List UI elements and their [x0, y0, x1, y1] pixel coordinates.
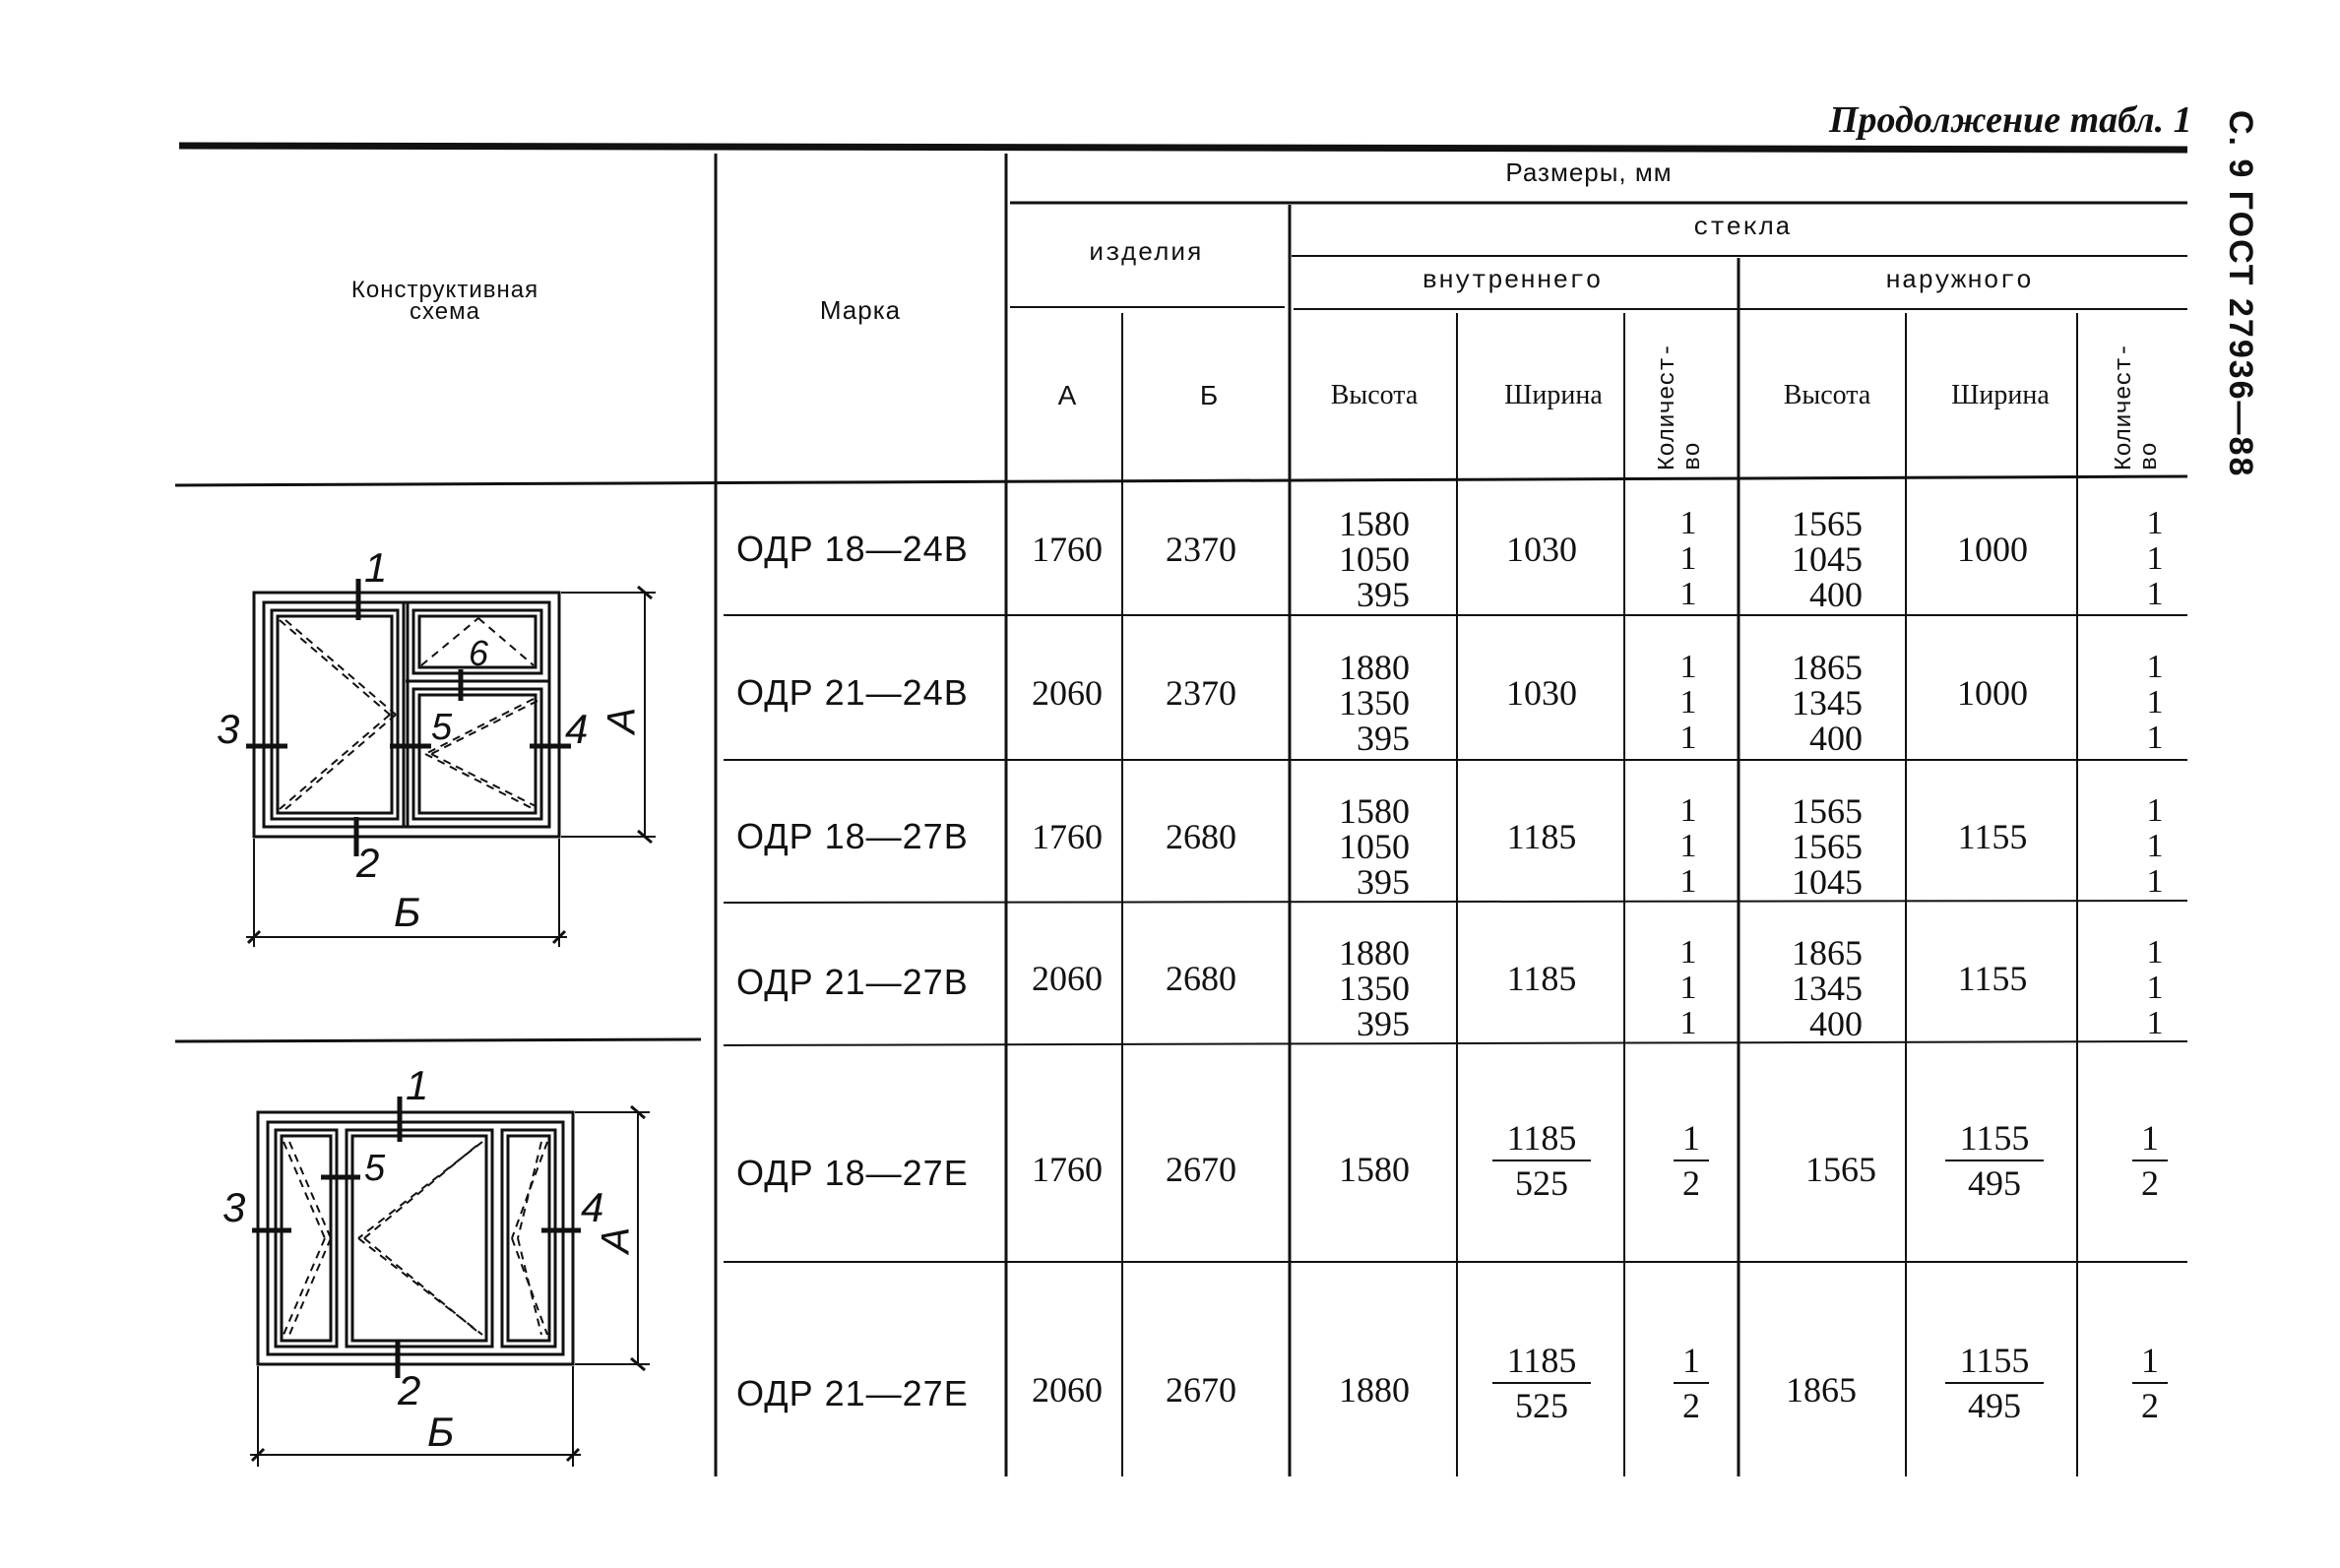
header-brand: Марка — [819, 295, 902, 325]
row5-inner-height: 1580 — [1339, 1150, 1410, 1189]
scheme2-dim-a: А — [594, 1226, 638, 1254]
scheme1-label-2: 2 — [356, 840, 380, 886]
row4-outer-count: 1 1 1 — [2146, 934, 2164, 1041]
row3-brand: ОДР 18—27В — [736, 816, 969, 856]
row5-outer-width-bot: 495 — [1968, 1163, 2021, 1203]
row5-inner-width — [1492, 1118, 1591, 1203]
scheme1-label-3: 3 — [217, 706, 240, 752]
row6-outer-width-bot: 495 — [1968, 1386, 2021, 1425]
header-a: А — [1057, 380, 1077, 410]
row6-brand: ОДР 21—27Е — [736, 1373, 969, 1413]
row6-inner-width-bot: 525 — [1515, 1386, 1568, 1425]
row6-outer-height: 1865 — [1786, 1370, 1857, 1410]
row1-outer-height: 1565 1045 400 — [1792, 504, 1863, 614]
row5-outer-width — [1945, 1118, 2044, 1203]
row4-inner-height: 1880 1350 395 — [1339, 933, 1410, 1043]
row4-outer-width: 1155 — [1957, 959, 2028, 998]
scheme1-label-1: 1 — [364, 544, 388, 591]
row1-inner-width: 1030 — [1506, 530, 1577, 569]
row4-inner-count: 1 1 1 — [1679, 934, 1697, 1041]
row4-inner-width: 1185 — [1506, 959, 1577, 998]
row2-inner-width: 1030 — [1506, 673, 1577, 713]
header-sizes: Размеры, мм — [1505, 157, 1673, 187]
continuation-note: Продолжение табл. 1 — [1829, 99, 2192, 141]
row5-inner-count — [1674, 1118, 1709, 1203]
header-outer-width: Ширина — [1951, 380, 2050, 410]
row5-outer-count-top: 1 — [2132, 1118, 2168, 1161]
scheme2-dim-b: Б — [427, 1409, 455, 1455]
row2-brand: ОДР 21—24В — [736, 672, 969, 713]
row6-a: 2060 — [1032, 1370, 1103, 1410]
row1-b: 2370 — [1166, 530, 1236, 569]
row3-a: 1760 — [1032, 817, 1103, 856]
scheme2-label-3: 3 — [222, 1184, 246, 1230]
row4-brand: ОДР 21—27В — [736, 962, 969, 1002]
header-inner-width: Ширина — [1504, 380, 1603, 410]
side-header: С. 9 ГОСТ 27936—88 — [2222, 110, 2259, 478]
row6-outer-count-top: 1 — [2132, 1341, 2168, 1384]
header-outer-count: Количест- во — [2112, 343, 2164, 470]
row5-outer-height: 1565 — [1805, 1150, 1876, 1189]
row3-b: 2680 — [1166, 817, 1236, 856]
row5-inner-count-bot: 2 — [1682, 1163, 1700, 1203]
scheme1-label-5: 5 — [431, 707, 453, 748]
row1-a: 1760 — [1032, 530, 1103, 569]
scheme2-label-4: 4 — [581, 1184, 604, 1230]
row3-inner-height: 1580 1050 395 — [1339, 791, 1410, 902]
row5-outer-count-bot: 2 — [2141, 1163, 2159, 1203]
row3-outer-height: 1565 1565 1045 — [1792, 791, 1863, 902]
row4-outer-height: 1865 1345 400 — [1792, 933, 1863, 1043]
row3-outer-width: 1155 — [1957, 817, 2028, 856]
scheme2-label-2: 2 — [398, 1367, 421, 1413]
row6-inner-height: 1880 — [1339, 1370, 1410, 1410]
row6-outer-count-bot: 2 — [2141, 1386, 2159, 1425]
row2-outer-width: 1000 — [1957, 673, 2028, 713]
row3-outer-count: 1 1 1 — [2146, 792, 2164, 900]
scheme1-label-4: 4 — [565, 706, 589, 752]
row2-a: 2060 — [1032, 673, 1103, 713]
header-inner: внутреннего — [1422, 266, 1603, 295]
row5-inner-count-top: 1 — [1674, 1118, 1709, 1161]
header-inner-height: Высота — [1330, 380, 1419, 410]
row6-inner-width-top: 1185 — [1492, 1341, 1591, 1384]
row1-outer-count: 1 1 1 — [2146, 505, 2164, 612]
row5-outer-width-top: 1155 — [1945, 1118, 2044, 1161]
row6-outer-count — [2132, 1341, 2168, 1425]
row5-inner-width-top: 1185 — [1492, 1118, 1591, 1161]
row5-a: 1760 — [1032, 1150, 1103, 1189]
row6-outer-width-top: 1155 — [1945, 1341, 2044, 1384]
scheme1-dim-b: Б — [394, 889, 421, 935]
scheme2-label-1: 1 — [406, 1062, 429, 1108]
row5-b: 2670 — [1166, 1150, 1236, 1189]
row6-outer-width — [1945, 1341, 2044, 1425]
row2-outer-height: 1865 1345 400 — [1792, 648, 1863, 758]
row2-b: 2370 — [1166, 673, 1236, 713]
header-product: изделия — [1088, 238, 1204, 268]
row6-b: 2670 — [1166, 1370, 1236, 1410]
row6-inner-count-top: 1 — [1674, 1341, 1709, 1384]
row3-inner-count: 1 1 1 — [1679, 792, 1697, 900]
row2-inner-count: 1 1 1 — [1679, 649, 1697, 756]
row6-inner-width — [1492, 1341, 1591, 1425]
header-outer: наружного — [1885, 266, 2033, 295]
scheme1-dim-a: А — [600, 707, 644, 734]
row1-inner-height: 1580 1050 395 — [1339, 504, 1410, 614]
row5-inner-width-bot: 525 — [1515, 1163, 1568, 1203]
row1-brand: ОДР 18—24В — [736, 529, 969, 569]
header-scheme: Конструктивная схема — [350, 277, 539, 325]
row6-inner-count — [1674, 1341, 1709, 1425]
scheme2-label-5: 5 — [364, 1148, 386, 1189]
header-outer-height: Высота — [1783, 380, 1871, 410]
row3-inner-width: 1185 — [1506, 817, 1577, 856]
row4-b: 2680 — [1166, 959, 1236, 998]
row4-a: 2060 — [1032, 959, 1103, 998]
window-scheme-1 — [246, 579, 656, 947]
header-glass: стекла — [1693, 213, 1792, 242]
row1-outer-width: 1000 — [1957, 530, 2028, 569]
header-b: Б — [1199, 380, 1219, 410]
row2-inner-height: 1880 1350 395 — [1339, 648, 1410, 758]
row5-brand: ОДР 18—27Е — [736, 1153, 969, 1193]
header-inner-count: Количест- во — [1655, 343, 1707, 470]
row5-outer-count — [2132, 1118, 2168, 1203]
row6-inner-count-bot: 2 — [1682, 1386, 1700, 1425]
scheme1-label-6: 6 — [469, 633, 489, 673]
row2-outer-count: 1 1 1 — [2146, 649, 2164, 756]
row1-inner-count: 1 1 1 — [1679, 505, 1697, 612]
